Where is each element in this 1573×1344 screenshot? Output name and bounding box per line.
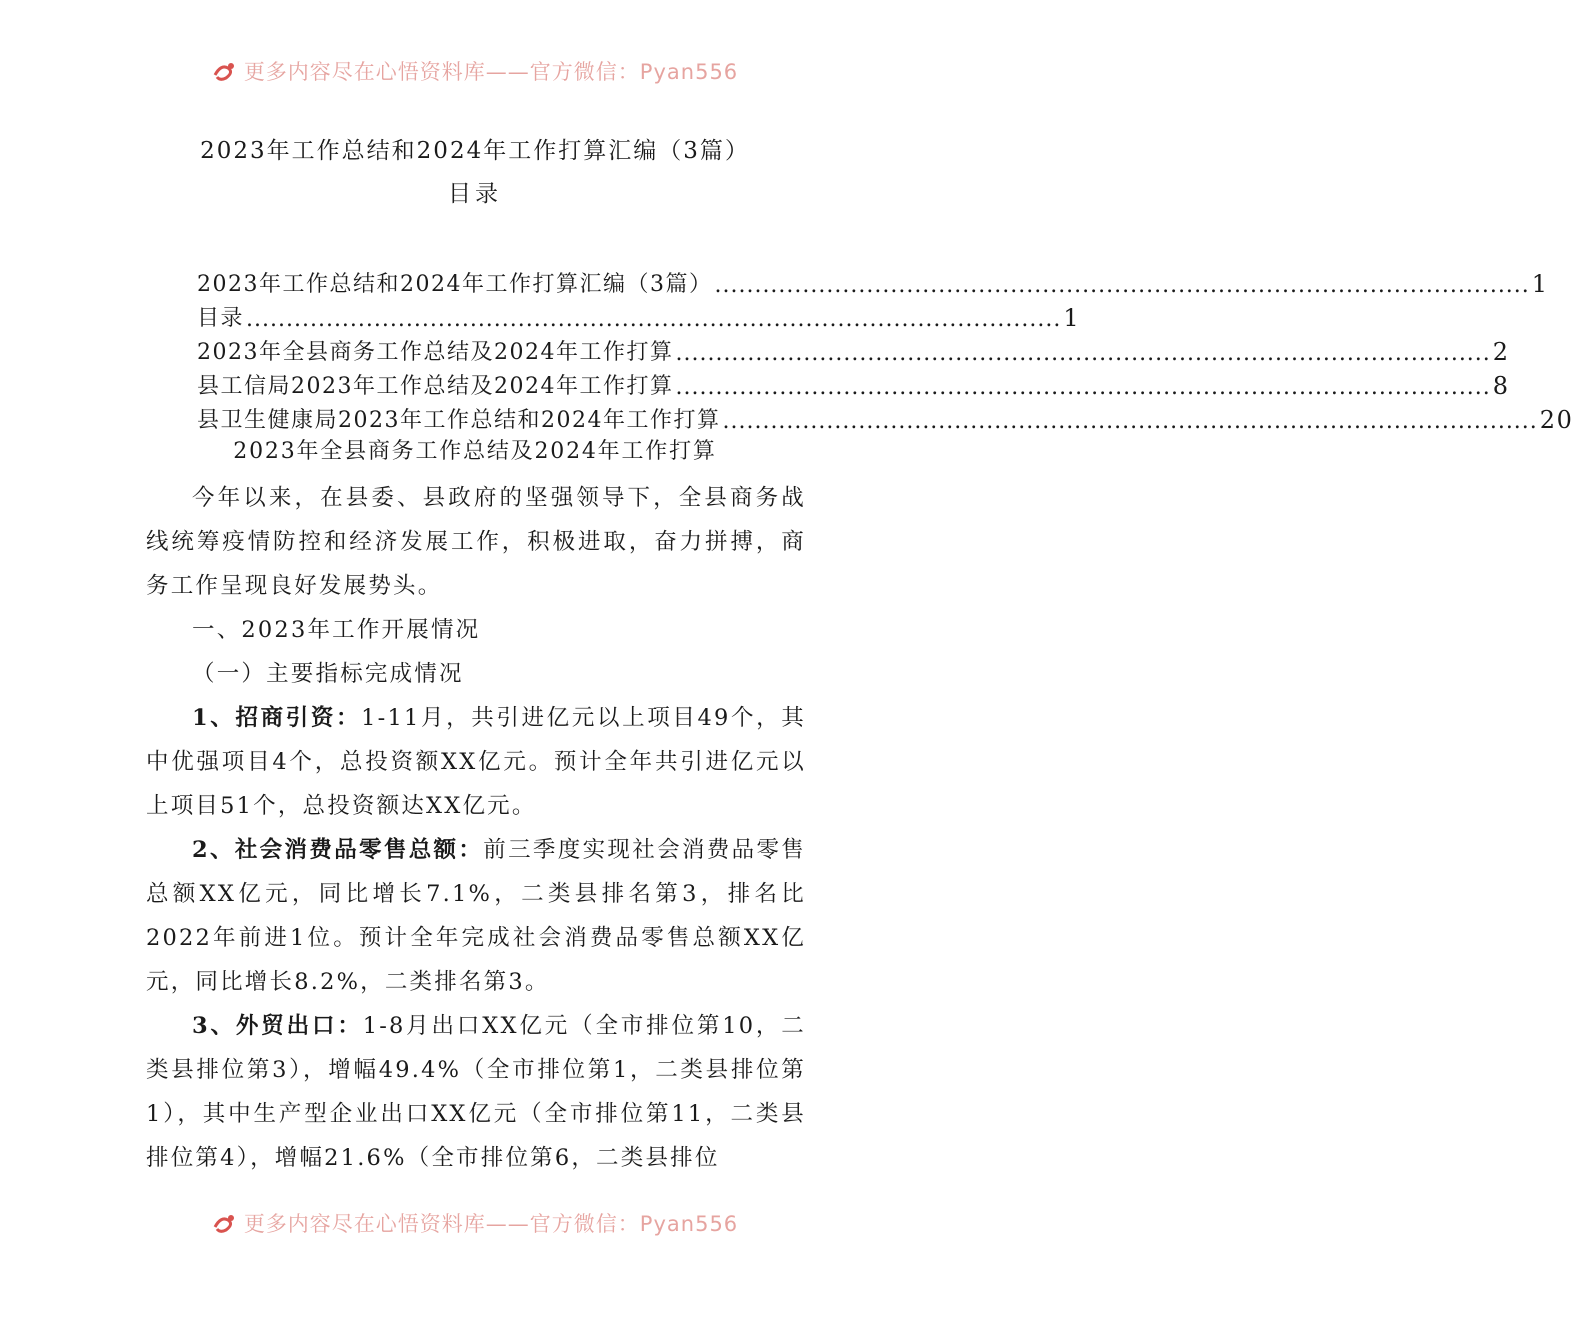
- toc-leader: ......................................................................................................: [722, 409, 1538, 434]
- logo-icon: [212, 60, 238, 87]
- toc-entry-page: 2: [1492, 338, 1510, 366]
- toc-leader: ......................................................................................................: [246, 307, 1062, 332]
- toc-leader: ......................................................................................................: [675, 375, 1491, 400]
- section-title: 2023年全县商务工作总结及2024年工作打算: [233, 439, 717, 464]
- indicator-paragraph: [146, 828, 806, 1004]
- heading-level-1: 一、2023年工作开展情况: [192, 617, 481, 643]
- toc-entry[interactable]: [197, 298, 1081, 332]
- indicator-paragraph: [146, 696, 806, 828]
- indicator-paragraph: [146, 1004, 806, 1180]
- toc-entry-text: 2023年工作总结和2024年工作打算汇编（3篇）: [197, 272, 713, 297]
- toc-entry-page: 1: [1531, 270, 1549, 298]
- watermark-text: 更多内容尽在心悟资料库——官方微信：Pyan556: [243, 60, 739, 84]
- toc-entry-text: 2023年全县商务工作总结及2024年工作打算: [197, 340, 674, 365]
- indicator-label: 1、招商引资：: [192, 705, 362, 731]
- document-body: [146, 476, 806, 1180]
- toc-title: 目录: [448, 181, 502, 207]
- table-of-contents: [197, 264, 1573, 434]
- toc-entry[interactable]: [197, 264, 1549, 298]
- toc-entry[interactable]: [197, 366, 1510, 400]
- toc-entry-text: 县卫生健康局2023年工作总结和2024年工作打算: [197, 408, 721, 433]
- indicator-text: 前三季度实现社会消费品零售总额XX亿元，同比增长7.1%，二类县排名第3，排名比2022年前进1位。预计全年完成社会消费品零售总额XX亿元，同比增长8.2%，二类排名第3。: [146, 837, 806, 995]
- toc-entry[interactable]: [197, 332, 1510, 366]
- indicator-label: 2、社会消费品零售总额：: [192, 837, 484, 863]
- toc-entry-page: 1: [1063, 304, 1081, 332]
- document-title: 2023年工作总结和2024年工作打算汇编（3篇）: [200, 138, 750, 164]
- heading-level-2: （一）主要指标完成情况: [192, 661, 464, 687]
- toc-entry[interactable]: [197, 400, 1573, 434]
- toc-entry-text: 目录: [197, 306, 245, 331]
- watermark-text: 更多内容尽在心悟资料库——官方微信：Pyan556: [243, 1212, 739, 1236]
- indicator-label: 3、外贸出口：: [192, 1013, 363, 1039]
- watermark-top: [0, 56, 950, 82]
- intro-paragraph: 今年以来，在县委、县政府的坚强领导下，全县商务战线统筹疫情防控和经济发展工作，积极进取，奋力拼搏，商务工作呈现良好发展势头。: [146, 485, 806, 599]
- toc-leader: ......................................................................................................: [675, 341, 1491, 366]
- watermark-bottom: [0, 1208, 950, 1234]
- toc-entry-page: 8: [1492, 372, 1510, 400]
- toc-entry-text: 县工信局2023年工作总结及2024年工作打算: [197, 374, 674, 399]
- toc-entry-page: 20: [1539, 406, 1573, 434]
- logo-icon: [212, 1212, 238, 1239]
- indicator-text: 1-8月出口XX亿元（全市排位第10，二类县排位第3），增幅49.4%（全市排位第1，二类县排位第1），其中生产型企业出口XX亿元（全市排位第11，二类县排位第4），增幅21.6%（全市排位第6，二类县排位: [146, 1013, 806, 1171]
- toc-leader: ......................................................................................................: [714, 273, 1530, 298]
- indicator-text: 1-11月，共引进亿元以上项目49个，其中优强项目4个，总投资额XX亿元。预计全年共引进亿元以上项目51个，总投资额达XX亿元。: [146, 705, 806, 819]
